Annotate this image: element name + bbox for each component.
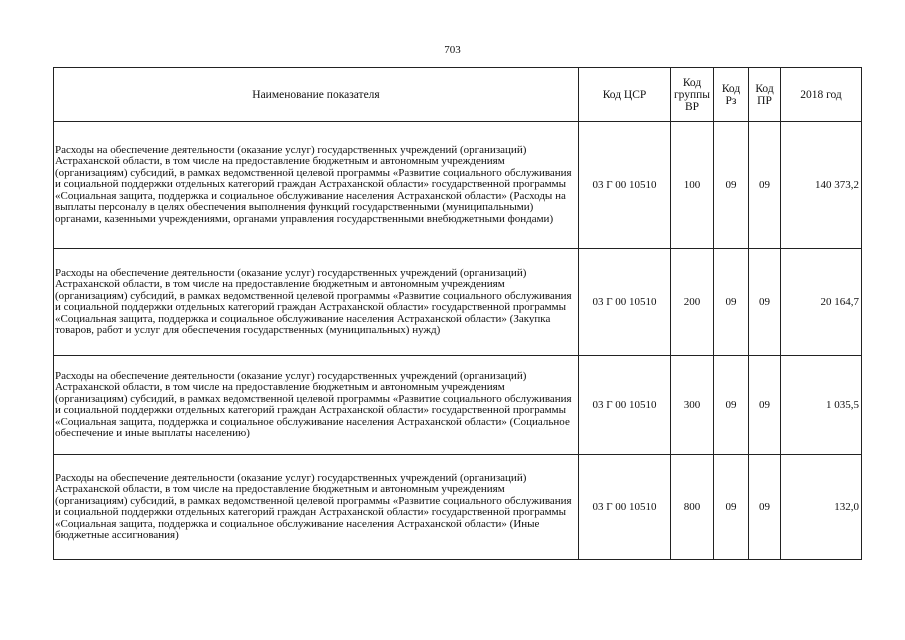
cell-rz: 09 [714,356,749,455]
cell-vr: 100 [671,122,714,249]
cell-amount: 140 373,2 [781,122,862,249]
header-year: 2018 год [781,68,862,122]
header-pr-line1: Код [755,82,774,95]
header-vr-line1: Код [682,76,702,89]
cell-pr: 09 [749,249,781,356]
table-row [54,249,862,356]
header-csr: Код ЦСР [579,68,671,122]
page-number: 703 [444,44,461,56]
cell-pr: 09 [749,122,781,249]
cell-name: Расходы на обеспечение деятельности (оказание услуг) государственных учреждений (организаций) Астраханской области, в том числе на предоставление бюджетным и автономным учреждениям (организациям) субсидий, в рамках ведомственной целевой программы «Развитие социального обслуживания и социальной поддержки отдельных категорий граждан Астраханской области» государственной программы «Социальная защита, поддержка и социальное обслуживание населения Астраханской области» (Расходы на выплаты персоналу в целях обеспечения выполнения функций государственными (муниципальными) органами, казенными учреждениями, органами управления государственными внебюджетными фондами) [54,122,579,249]
cell-vr: 300 [671,356,714,455]
cell-pr: 09 [749,455,781,560]
cell-rz: 09 [714,122,749,249]
cell-csr: 03 Г 00 10510 [579,249,671,356]
table-row [54,122,862,249]
header-rz [714,68,749,122]
table-row [54,356,862,455]
cell-csr: 03 Г 00 10510 [579,356,671,455]
header-rz-line1: Код [721,82,741,95]
cell-amount: 20 164,7 [781,249,862,356]
cell-amount: 1 035,5 [781,356,862,455]
header-vr-line3: ВР [684,100,700,113]
table-row [54,455,862,560]
cell-rz: 09 [714,249,749,356]
cell-name: Расходы на обеспечение деятельности (оказание услуг) государственных учреждений (организаций) Астраханской области, в том числе на предоставление бюджетным и автономным учреждениям (организациям) субсидий, в рамках ведомственной целевой программы «Развитие социального обслуживания и социальной поддержки отдельных категорий граждан Астраханской области» государственной программы «Социальная защита, поддержка и социальное обслуживание населения Астраханской области» (Социальное обеспечение и иные выплаты населению) [54,356,579,455]
cell-vr: 800 [671,455,714,560]
cell-csr: 03 Г 00 10510 [579,122,671,249]
budget-table [53,67,862,560]
cell-name: Расходы на обеспечение деятельности (оказание услуг) государственных учреждений (организаций) Астраханской области, в том числе на предоставление бюджетным и автономным учреждениям (организациям) субсидий, в рамках ведомственной целевой программы «Развитие социального обслуживания и социальной поддержки отдельных категорий граждан Астраханской области» государственной программы «Социальная защита, поддержка и социальное обслуживание населения Астраханской области» (Закупка товаров, работ и услуг для обеспечения государственных (муниципальных) нужд) [54,249,579,356]
cell-amount: 132,0 [781,455,862,560]
header-pr-line2: ПР [757,94,772,107]
header-rz-line2: Рз [725,94,737,107]
header-pr [749,68,781,122]
cell-pr: 09 [749,356,781,455]
header-vr-line2: группы [673,88,711,101]
cell-rz: 09 [714,455,749,560]
table-header-row [54,68,862,122]
header-name: Наименование показателя [54,68,579,122]
cell-csr: 03 Г 00 10510 [579,455,671,560]
cell-name: Расходы на обеспечение деятельности (оказание услуг) государственных учреждений (организаций) Астраханской области, в том числе на предоставление бюджетным и автономным учреждениям (организациям) субсидий, в рамках ведомственной целевой программы «Развитие социального обслуживания и социальной поддержки отдельных категорий граждан Астраханской области» государственной программы «Социальная защита, поддержка и социальное обслуживание населения Астраханской области» (Иные бюджетные ассигнования) [54,455,579,560]
header-vr [671,68,714,122]
cell-vr: 200 [671,249,714,356]
